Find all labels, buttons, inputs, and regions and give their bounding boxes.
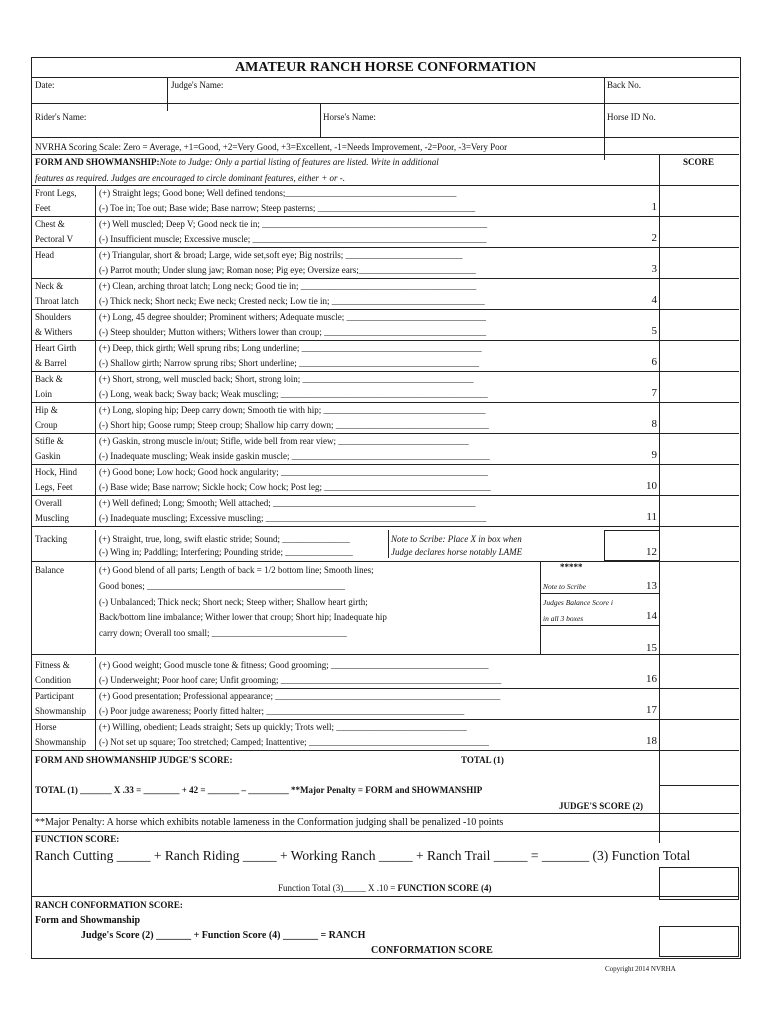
tracking-plus: (+) Straight, true, long, swift elastic stride; Sound; _______________	[99, 534, 350, 544]
form-title: AMATEUR RANCH HORSE CONFORMATION	[235, 60, 536, 75]
negative-traits: (-) Parrot mouth; Under slung jaw; Roman nose; Pig eye; Oversize ears;__________________________	[99, 265, 476, 275]
back-no-label: Back No.	[607, 80, 641, 90]
row-label: Gaskin	[35, 451, 61, 461]
section-title: FORM AND SHOWMANSHIP:	[35, 157, 160, 167]
scribe-balance-note-1: Note to Scribe	[543, 582, 586, 591]
scribe-lame-note-1: Note to Scribe: Place X in box when	[391, 534, 522, 544]
row-label: Overall	[35, 498, 62, 508]
negative-traits: (-) Underweight; Poor hoof care; Unfit grooming; _________________________________________________	[99, 675, 502, 685]
negative-traits: (-) Short hip; Goose rump; Steep croup; Shallow hip carry down; __________________________________	[99, 420, 489, 430]
positive-traits: (+) Triangular, short & broad; Large, wide set,soft eye; Big nostrils; __________________________	[99, 250, 463, 260]
negative-traits: (-) Insufficient muscle; Excessive muscle; ____________________________________________________	[99, 234, 487, 244]
balance-line-2: Good bones; ____________________________________________	[99, 581, 345, 591]
score-number: 12	[646, 546, 657, 558]
divider	[32, 216, 739, 217]
row-label: Hip &	[35, 405, 58, 415]
score-number: 14	[646, 610, 657, 622]
negative-traits: (-) Toe in; Toe out; Base wide; Base narrow; Steep pasterns; ___________________________________	[99, 203, 476, 213]
row-label: Hock, Hind	[35, 467, 77, 477]
negative-traits: (-) Inadequate muscling; Excessive muscling; _________________________________________________	[99, 513, 487, 523]
function-calc	[278, 883, 492, 893]
divider	[95, 402, 96, 433]
total1-label: TOTAL (1)	[461, 755, 504, 765]
judges-score2-label: JUDGE'S SCORE (2)	[559, 801, 644, 811]
row-label: Condition	[35, 675, 72, 685]
divider	[32, 561, 739, 562]
row-label: Muscling	[35, 513, 70, 523]
divider	[32, 813, 739, 814]
divider	[32, 719, 739, 720]
row-label: Neck &	[35, 281, 64, 291]
divider	[32, 526, 739, 527]
divider	[32, 464, 739, 465]
positive-traits: (+) Well muscled; Deep V; Good neck tie in; __________________________________________________	[99, 219, 488, 229]
positive-traits: (+) Long, sloping hip; Deep carry down; Smooth tie with hip; ____________________________________	[99, 405, 486, 415]
positive-traits: (+) Straight legs; Good bone; Well defined tendons;______________________________________	[99, 188, 457, 198]
divider	[32, 371, 739, 372]
divider	[32, 340, 739, 341]
divider	[659, 785, 739, 786]
divider	[32, 103, 739, 104]
positive-traits: (+) Good presentation; Professional appearance; __________________________________________________	[99, 691, 501, 701]
divider	[32, 309, 739, 310]
ranch-line-1: Form and Showmanship	[35, 915, 141, 926]
judge-name-label: Judge's Name:	[171, 80, 224, 90]
divider	[95, 495, 96, 526]
score-header: SCORE	[683, 157, 715, 167]
divider	[95, 309, 96, 340]
divider	[659, 750, 660, 843]
divider	[32, 433, 739, 434]
stars: *****	[560, 562, 583, 572]
score-number: 1	[651, 201, 657, 213]
ranch-line-3: CONFORMATION SCORE	[371, 945, 493, 956]
balance-line-4: Back/bottom line imbalance; Wither lower that croup; Short hip; Inadequate hip	[99, 612, 387, 622]
divider	[95, 530, 96, 654]
positive-traits: (+) Gaskin, strong muscle in/out; Stifle, wide bell from rear view; _____________________________	[99, 436, 469, 446]
divider	[95, 278, 96, 309]
negative-traits: (-) Steep shoulder; Mutton withers; Withers lower than croup; ____________________________________	[99, 327, 487, 337]
balance-line-3: (-) Unbalanced; Thick neck; Short neck; Steep wither; Shallow heart girth;	[99, 597, 368, 607]
row-label: Croup	[35, 420, 58, 430]
divider	[95, 464, 96, 495]
total-formula: TOTAL (1) _______ X .33 = ________ + 42 = _______ – _________ **Major Penalty = FORM and SHOWMANSHIP	[35, 785, 483, 795]
negative-traits: (-) Long, weak back; Sway back; Weak muscling; ______________________________________________	[99, 389, 488, 399]
section-header-line	[35, 157, 439, 167]
divider	[32, 495, 739, 496]
negative-traits: (-) Inadequate muscling; Weak inside gaskin muscle; ____________________________________________	[99, 451, 490, 461]
divider	[32, 402, 739, 403]
row-label: Back &	[35, 374, 63, 384]
balance-label: Balance	[35, 565, 64, 575]
positive-traits: (+) Well defined; Long; Smooth; Well attached; _____________________________________________	[99, 498, 476, 508]
fs-judges-score-label: FORM AND SHOWMANSHIP JUDGE'S SCORE:	[35, 755, 233, 765]
divider	[167, 77, 168, 111]
major-penalty-note: **Major Penalty: A horse which exhibits notable lameness in the Conformation judging shall be penalized -10 points	[35, 817, 504, 828]
divider	[32, 185, 739, 186]
score-number: 9	[651, 449, 657, 461]
row-label: Showmanship	[35, 737, 87, 747]
row-label: Fitness &	[35, 660, 70, 670]
row-label: Stifle &	[35, 436, 64, 446]
score-number: 13	[646, 580, 657, 592]
horse-id-label: Horse ID No.	[607, 112, 656, 122]
divider	[540, 593, 660, 594]
divider	[95, 216, 96, 247]
score-number: 3	[651, 263, 657, 275]
function-calc-a: Function Total (3)_____ X .10 =	[278, 883, 398, 893]
row-label: Heart Girth	[35, 343, 77, 353]
tracking-label: Tracking	[35, 534, 68, 544]
score-number: 17	[646, 704, 657, 716]
score-number: 10	[646, 480, 657, 492]
function-calc-b: FUNCTION SCORE (4)	[397, 883, 492, 893]
divider	[95, 185, 96, 216]
divider	[540, 561, 541, 654]
score-number: 8	[651, 418, 657, 430]
horse-name-label: Horse's Name:	[323, 112, 376, 122]
row-label: & Withers	[35, 327, 73, 337]
judge-note-1: Note to Judge: Only a partial listing of features are listed. Write in additional	[159, 157, 439, 167]
score-number: 2	[651, 232, 657, 244]
divider	[95, 340, 96, 371]
ranch-score-box[interactable]	[659, 926, 739, 957]
negative-traits: (-) Base wide; Base narrow; Sickle hock; Cow hock; Post leg; _____________________________________	[99, 482, 491, 492]
positive-traits: (+) Willing, obedient; Leads straight; Sets up quickly; Trots well; _____________________________	[99, 722, 467, 732]
negative-traits: (-) Thick neck; Short neck; Ewe neck; Crested neck; Low tie in; __________________________________	[99, 296, 485, 306]
row-label: Chest &	[35, 219, 65, 229]
row-label: Throat latch	[35, 296, 79, 306]
negative-traits: (-) Shallow girth; Narrow sprung ribs; Short underline; ________________________________________	[99, 358, 479, 368]
ranch-line-2: Judge's Score (2) _______ + Function Score (4) _______ = RANCH	[81, 930, 366, 941]
divider	[32, 896, 739, 897]
row-label: Horse	[35, 722, 57, 732]
divider	[32, 750, 739, 751]
positive-traits: (+) Good weight; Good muscle tone & fitness; Good grooming; ___________________________________	[99, 660, 489, 670]
scribe-balance-note-2: Judges Balance Score i	[543, 598, 613, 607]
row-label: Loin	[35, 389, 52, 399]
score-number: 15	[646, 642, 657, 654]
divider	[604, 77, 605, 160]
scribe-lame-note-2: Judge declares horse notably LAME	[391, 547, 523, 557]
tracking-minus: (-) Wing in; Paddling; Interfering; Pounding stride; _______________	[99, 547, 353, 557]
divider	[32, 77, 739, 78]
judge-note-2: features as required. Judges are encouraged to circle dominant features, either + or -.	[35, 173, 346, 183]
row-label: Head	[35, 250, 54, 260]
score-number: 16	[646, 673, 657, 685]
date-label: Date:	[35, 80, 55, 90]
row-label: Participant	[35, 691, 74, 701]
divider	[95, 719, 96, 750]
divider	[32, 154, 739, 155]
copyright: Copyright 2014 NVRHA	[605, 965, 676, 973]
scoring-scale: NVRHA Scoring Scale: Zero = Average, +1=Good, +2=Very Good, +3=Excellent, -1=Needs Improvement, -2=Poor, -3=Very Poor	[35, 142, 508, 152]
row-label: Legs, Feet	[35, 482, 73, 492]
score-number: 18	[646, 735, 657, 747]
divider	[32, 831, 739, 832]
score-number: 11	[646, 511, 657, 523]
divider	[32, 654, 739, 655]
divider	[540, 625, 660, 626]
divider	[659, 154, 660, 823]
function-line: Ranch Cutting _____ + Ranch Riding _____ + Working Ranch _____ + Ranch Trail _____ = _______ (3) Function Total	[35, 848, 691, 863]
balance-line-5: carry down; Overall too small; ______________________________	[99, 628, 347, 638]
score-number: 6	[651, 356, 657, 368]
score-number: 4	[651, 294, 657, 306]
negative-traits: (-) Poor judge awareness; Poorly fitted halter; ____________________________________________	[99, 706, 465, 716]
divider	[320, 103, 321, 137]
score-number: 7	[651, 387, 657, 399]
row-label: & Barrel	[35, 358, 67, 368]
positive-traits: (+) Good bone; Low hock; Good hock angularity; ______________________________________________	[99, 467, 489, 477]
balance-line-1: (+) Good blend of all parts; Length of back = 1/2 bottom line; Smooth lines;	[99, 565, 374, 575]
divider	[32, 247, 739, 248]
row-label: Feet	[35, 203, 51, 213]
positive-traits: (+) Long, 45 degree shoulder; Prominent withers; Adequate muscle; _______________________________	[99, 312, 487, 322]
divider	[95, 433, 96, 464]
divider	[95, 657, 96, 688]
divider	[388, 530, 389, 558]
function-title: FUNCTION SCORE:	[35, 834, 120, 844]
conformation-form	[31, 57, 741, 959]
rider-name-label: Rider's Name:	[35, 112, 87, 122]
scribe-balance-note-3: in all 3 boxes	[543, 614, 584, 623]
divider	[32, 137, 739, 138]
divider	[95, 371, 96, 402]
positive-traits: (+) Deep, thick girth; Well sprung ribs; Long underline; ________________________________________	[99, 343, 482, 353]
row-label: Pectoral V	[35, 234, 74, 244]
divider	[95, 247, 96, 278]
score-number: 5	[651, 325, 657, 337]
negative-traits: (-) Not set up square; Too stretched; Camped; Inattentive; ________________________________________	[99, 737, 489, 747]
divider	[95, 688, 96, 719]
divider	[32, 688, 739, 689]
row-label: Front Legs,	[35, 188, 77, 198]
row-label: Shoulders	[35, 312, 71, 322]
positive-traits: (+) Clean, arching throat latch; Long neck; Good tie in; _______________________________________	[99, 281, 477, 291]
ranch-title: RANCH CONFORMATION SCORE:	[35, 900, 183, 910]
positive-traits: (+) Short, strong, well muscled back; Short, strong loin; ______________________________________	[99, 374, 474, 384]
divider	[32, 278, 739, 279]
row-label: Showmanship	[35, 706, 87, 716]
